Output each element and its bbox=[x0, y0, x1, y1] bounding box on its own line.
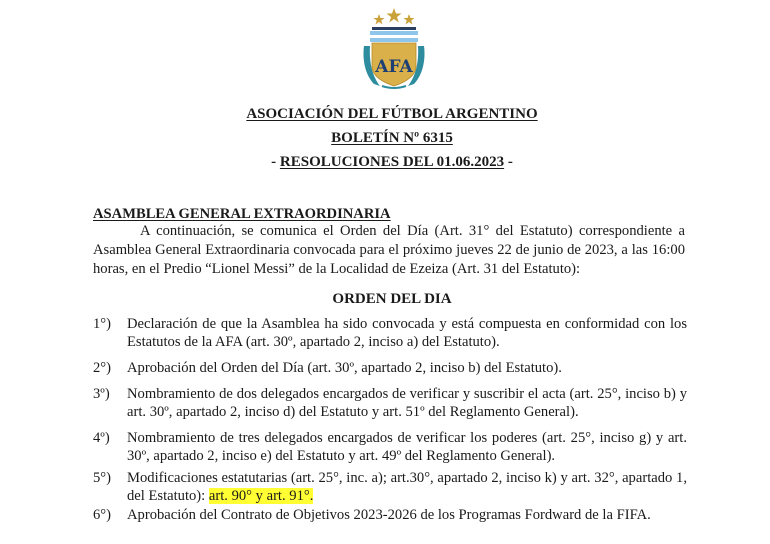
agenda-title: ORDEN DEL DIA bbox=[332, 291, 452, 307]
afa-crest-icon bbox=[360, 6, 428, 90]
agenda-item bbox=[93, 507, 693, 525]
agenda-item bbox=[93, 470, 693, 505]
organization-name: ASOCIACIÓN DEL FÚTBOL ARGENTINO bbox=[246, 106, 538, 122]
bulletin-header bbox=[0, 104, 770, 176]
item-text: Aprobación del Orden del Día (art. 30º, apartado 2, inciso b) del Estatuto). bbox=[127, 360, 562, 376]
item-number: 5°) bbox=[93, 470, 111, 486]
section-heading: ASAMBLEA GENERAL EXTRAORDINARIA bbox=[93, 206, 391, 222]
item-text: Nombramiento de tres delegados encargados de verificar los poderes (art. 25°, inciso g) y art. 30º, apartado 2, inciso e) del Estatuto y art. 49º del Reglamento General). bbox=[127, 430, 687, 464]
intro-paragraph: A continuación, se comunica el Orden del Día (Art. 31° del Estatuto) correspondiente a Asamblea General Extraordinaria convocada para el próximo jueves 22 de junio de 2023, a las 16:00 horas, en el Predio “Lionel Messi” de la Localidad de Ezeiza (Art. 31 del Estatuto): bbox=[93, 223, 685, 277]
agenda-item bbox=[93, 316, 693, 351]
item-number: 2°) bbox=[93, 360, 111, 376]
agenda-item bbox=[93, 430, 693, 465]
item-number: 6°) bbox=[93, 507, 111, 523]
bulletin-number: BOLETÍN Nº 6315 bbox=[331, 130, 453, 146]
item-text: Declaración de que la Asamblea ha sido convocada y está compuesta en conformidad con los Estatutos de la AFA (art. 30º, apartado 2, inciso a) del Estatuto). bbox=[127, 316, 687, 350]
afa-crest-logo bbox=[360, 6, 428, 90]
item-text: Aprobación del Contrato de Objetivos 2023-2026 de los Programas Fordward de la FIFA. bbox=[127, 507, 651, 523]
agenda-item bbox=[93, 360, 693, 378]
item-text: Modificaciones estatutarias (art. 25°, inc. a); art.30°, apartado 2, inciso k) y art. 32°, apartado 1, del Estatuto): art. 90° y art. 91°. bbox=[127, 470, 687, 504]
item-text: Nombramiento de dos delegados encargados de verificar y suscribir el acta (art. 25°, inciso b) y art. 30º, apartado 2, inciso d) del Estatuto y art. 51º del Reglamento General). bbox=[127, 386, 687, 420]
item-number: 4º) bbox=[93, 430, 110, 446]
item-number: 1°) bbox=[93, 316, 111, 332]
agenda-item bbox=[93, 386, 693, 421]
highlighted-text: art. 90° y art. 91°. bbox=[208, 487, 314, 504]
resolutions-date: - RESOLUCIONES DEL 01.06.2023 - bbox=[271, 154, 513, 170]
svg-text:AFA: AFA bbox=[375, 57, 413, 77]
item-number: 3º) bbox=[93, 386, 110, 402]
